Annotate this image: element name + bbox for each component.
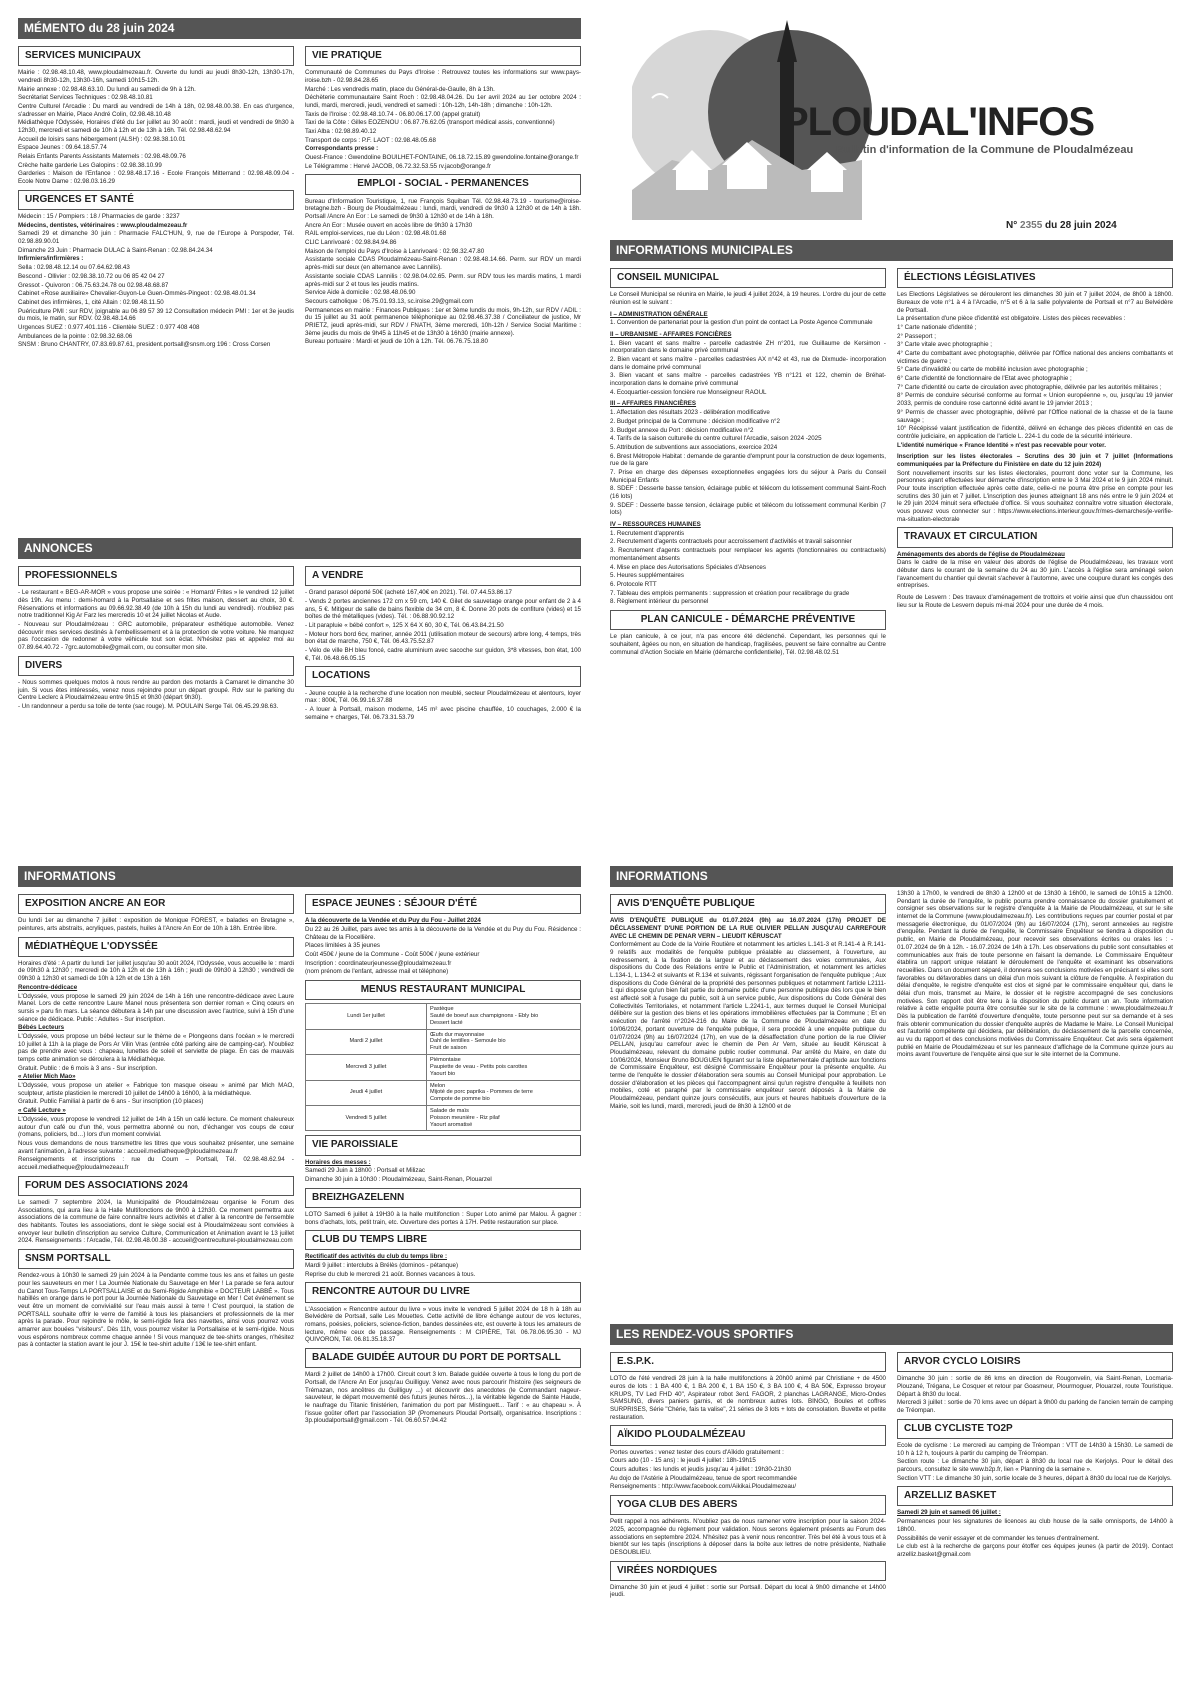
sports-title: LES RENDEZ-VOUS SPORTIFS [610,1324,1173,1345]
menus-title: MENUS RESTAURANT MUNICIPAL [305,980,581,1000]
menu-row: Jeudi 4 juillet Melon Mijoté de porc paprika - Pommes de terre Compote de pomme bio [306,1080,581,1105]
forum-title: FORUM DES ASSOCIATIONS 2024 [18,1176,294,1196]
arvor-title: ARVOR CYCLO LOISIRS [897,1352,1173,1372]
logo-text: PLOUDAL'INFOS [782,100,1095,144]
sports-right-col [897,1348,1173,1676]
urgences-list: Médecin : 15 / Pompiers : 18 / Pharmacies de garde : 3237 Médecins, dentistes, vétérinaires : www.ploudalmezeau.fr Samedi 29 et dimanche 30 juin : Pharmacie FALC'HUN, 9, rue de l'Europe à Porspoder, Tél. 02.98.89.90.01 Dimanche 23 Juin : Pharmacie DULAC à Saint-Renan : 02.98.84.24.34 Infirmiers/infirmières : Sella : 02.98.48.12.14 ou 07.64.62.98.43 Bescond - Ollivier : 02.98.38.10.72 ou 06 85 42 04 27 Gressot - Quivoron : 06.75.63.24.78 ou 02.98.48.68.87 Cabinet «Rose auxiliaire» Chevalier-Guyon-Le Guen-Ommès-Pingeot : 02.98.48.01.34 Cabinet des infirmières, 1, cité Allain : 02.98.48.11.50 Puériculture PMI : sur RDV, joignable au 06 89 57 39 12 Consultation médecin PMI : 1er et 3e jeudis du mois, le matin, sur RDV. 02.98.48.14.66 Urgences SUEZ : 0.977.401.116 - Clientèle SUEZ : 0.977 408 408 Ambulances de la pointe : 02.98.32.68.06 SNSM : Bruno CHANTRY, 07.83.69.87.61, president.portsall@snsm.org 196 : Cross Corsen [18,213,294,349]
expo-text: Du lundi 1er au dimanche 7 juillet : exposition de Monique FOREST, « balades en Bretagne », peintures, arts abstraits, acryliques, pastels, huiles à l'Ancre An Eor de 10h à 18h. Entrée libre. [18,917,294,932]
emploi-list: Bureau d'Information Touristique, 1, rue François Squiban Tél. 02.98.48.73.19 - tourisme@iroise-bretagne.bzh - Bourg de Ploudalmézeau : lundi, mardi, vendredi de 9h30 à 12h30 et de 14h à 18h. Portsall /Ancre An Eor : Le samedi de 9h30 à 12h30 et de 14h à 18h. Ancre An Eor : Musée ouvert en accès libre de 9h30 à 17h30 RAIL emploi-services, rue du Léon : 02.98.48.01.68 CLIC Lanrivoaré : 02.98.84.94.86 Maison de l'emploi du Pays d'Iroise à Lanrivoaré : 02.98.32.47.80 Assistante sociale CDAS Ploudalmézeau-Saint-Renan : 02.98.48.14.66. Perm. sur RDV un mardi après-midi sur deux (en alternance avec Lannilis). Assistante sociale CDAS Lannilis : 02.98.04.02.65. Perm. sur RDV tous les mardis matins, 1 mardi après-midi sur 2 et tous les jeudis matins. Service Aide à domicile : 02.98.48.06.90 Secours catholique : 06.75.01.93.13, sc.iroise.29@gmail.com Permanences en mairie : Finances Publiques : 1er et 3ème lundis du mois, 9h-12h, sur RDV / ADIL : du 15 juillet au 31 août permanence téléphonique au 02.98.46.37.38 / Conciliateur de justice, Mr PRIETZ, jeudi après-midi, sur RDV / FNATH, 3ème mercredi, 10h-12h / Service Social Maritime : 3ème jeudis du mois de 9h45 à 11h45 et de 13h30 à 16h30 (mairie annexe). Bureau portuaire : Mardi et jeudi de 10h à 12h. Tél. 06.76.75.18.80 [305,197,581,346]
conseil-title: CONSEIL MUNICIPAL [610,268,886,288]
arzelliz-title: ARZELLIZ BASKET [897,1486,1173,1506]
pro-list: - Le restaurant « BEG-AR-MOR » vous propose une soirée : « Homard/ Frites » le vendredi 12 juillet dès 19h. Au menu : demi-homard à la Portsallaise et ses frites maison, dessert au choix, 30 €. Réservations et informations au 09.66.92.38.49 (de 10h à 15h du lundi au vendredi). n'oubliez pas notre traditionnel Kig Ar Farz les mercredis 10 et 24 juillet Nicolas et Aude. - Nouveau sur Ploudalmézeau : GRC automobile, préparateur esthétique automobile. Venez découvrir mes services destinés à l'embellissement et à la protection de votre voiture. Ne manquez pas l'occasion de redonner à votre véhicule tout son éclat. N'hésitez pas et appelez moi au 07.89.64.40.72 - 7grc.automobile@gmail.com, ou consulter mon site. [18,589,294,651]
club-title: CLUB DU TEMPS LIBRE [305,1230,581,1250]
services-list: Mairie : 02.98.48.10.48, www.ploudalmezeau.fr. Ouverte du lundi au jeudi 8h30-12h, 13h30-17h, vendredi 8h30-12h, 13h30-16h, samedi 10h15-12h. Mairie annexe : 02.98.48.63.10. Du lundi au samedi de 9h à 12h. Secrétariat Services Techniques : 02.98.48.10.81 Centre Culturel l'Arcadie : Du mardi au vendredi de 14h à 18h, 02.98.48.00.38. En cas d'urgence, s'adresser en Mairie, Place André Colin, 02.98.48.10.48 Médiathèque l'Odyssée, Horaires d'été du 1er juillet au 30 août : mardi, jeudi et vendredi de 9h30 à 12h30, mercredi et samedi de 10h à 12h et de 13h à 16h. Tél. 02.98.48.62.94 Accueil de loisirs sans hébergement (ALSH) : 02.98.38.10.01 Espace Jeunes : 09.64.18.57.74 Relais Enfants Parents Assistants Maternels : 02.98.48.09.76 Crèche halte garderie Les Galopins : 02.98.38.10.99 Garderies : Maison de l'Enfance : 02.98.48.17.16 - Ecole François Mitterrand : 02.98.48.09.04 - Ecole Notre Dame : 02.98.03.16.29 [18,69,294,186]
infomun-title: INFORMATIONS MUNICIPALES [610,240,1173,261]
conseil-body: Le Conseil Municipal se réunira en Mairie, le jeudi 4 juillet 2024, à 19 heures. L'ordre du jour de cette réunion est le suivant : I – ADMINISTRATION GÉNÉRALE 1. Convention de partenariat pour la gestion d'un point de contact La Poste Agence Communale II – URBANISME - AFFAIRES FONCIÈRES 1. Bien vacant et sans maître - parcelle cadastrée ZH n°201, rue Guillaume de Kersimon - incorporation dans le domaine privé communal 2. Bien vacant et sans maître - parcelles cadastrées AX n°42 et 43, rue de Dixmude- incorporation dans le domaine privé communal 3. Bien vacant et sans maître - parcelles cadastrées YB n°121 et 122, chemin de Bréhat- incorporation dans le domaine privé communal 4. Ecoquartier-cession foncière rue Monseigneur RAOUL III – AFFAIRES FINANCIÈRES 1. Affectation des résultats 2023 - délibération modificative 2. Budget principal de la Commune : décision modificative n°2 3. Budget annexe du Port : décision modificative n°2 4. Tarifs de la saison culturelle du centre culturel l'Arcadie, saison 2024 -2025 5. Attribution de subventions aux associations, exercice 2024 6. Brest Métropole Habitat : demande de garantie d'emprunt pour la construction de deux logements, rue de la gare 7. Prise en charge des dépenses exceptionnelles engagées lors du séjour à Paris du Conseil Municipal Enfants 8. SDEF : Desserte basse tension, éclairage public et télécom du lotissement communal Saint-Roch (16 lots) 9. SDEF : Desserte basse tension, éclairage public et télécom du lotissement communal Keribin (7 lots) IV – RESSOURCES HUMAINES 1. Recrutement d'apprentis 2. Recrutement d'agents contractuels pour accroissement d'activités et travail saisonnier 3. Recrutement d'agents contractuels pour remplacer les agents (fonctionnaires ou contractuels) momentanément absents 4. Mise en place des Autorisations Spéciales d'Absences 5. Heures supplémentaires 6. Protocole RTT 7. Tableau des emplois permanents : suppression et création pour recalibrage du grade 8. Règlement intérieur du personnel [610,291,886,606]
virees-title: VIRÉES NORDIQUES [610,1561,886,1581]
elections-title: ÉLECTIONS LÉGISLATIVES [897,268,1173,288]
avis-body: AVIS D'ENQUÊTE PUBLIQUE du 01.07.2024 (9h) au 16.07.2024 (17h) PROJET DE DÉCLASSEMENT D'UNE PORTION DE LA RUE OLIVIER PELLAN JUSQU'AU CARREFOUR AVEC LE CHEMIN DE PENAR VERN – LIEUDIT KÉRUSCAT Conformément au Code de la Voirie Routière et notamment les articles L.141-3 et R.141-4 à R.141-9 relatifs aux modalités de l'enquête publique préalable au classement, à l'ouverture, au redressement, à la fixation de la largeur et au déclassement des voies communales, Aux dispositions du Code des Relations entre le Public et l'Administration, et notamment les articles L.134-1, L.134-2 et suivants et R.134 et suivants, régissant l'organisation de l'enquête publique ; Aux dispositions du Code Général de la propriété des personnes publiques et notamment l'article L2111-1 qui dispose qu'un bien fait partie du domaine public d'une personne publique dès lors que le bien est affecté soit à l'usage du public, soit à un service public, Aux dispositions du Code Général des Collectivités Territoriales, et notamment l'article L.2241-1, aux termes duquel le Conseil Municipal délibère sur la gestion des biens et les opérations immobilières effectuées par la Commune ; Et en exécution de l'arrêté n°2024-216 du Maire de la Commune de Ploudalmézeau en date du 10/06/2024, portant ouverture de l'enquête publique, il sera procédé à une enquête publique du 01/07/2024 (9h) au 16/07/2024 (17h), en vue de la désaffectation d'une portion de la rue Olivier PELLAN, jusqu'au carrefour avec le chemin de Pen Ar Vern, située au lieudit Kéruscat à Ploudalmézeau, relevant du domaine public routier communal. Par arrêté du Maire, en date du 10/06/2024, Monsieur Bruno BOUGUEN figurant sur la liste départementale d'aptitude aux fonctions de Commissaire Enquêteur, est désigné Commissaire Enquêteur pour la présente enquête. Au terme de l'enquête le dossier d'élaboration sera soumis au Conseil Municipal pour approbation. Le dossier d'élaboration et les pièces qui l'accompagnent ainsi qu'un registre d'enquête à feuillets non mobiles, coté et paraphé par le commissaire enquêteur seront déposés à la Mairie de Ploudalmézeau, pendant quinze jours consécutifs, aux jours et heures habituels d'ouverture de la Mairie, soit les lundi, mardi, mercredi, jeudi de 8h30 à 12h00 et de [610,917,886,1110]
vie-list: Communauté de Communes du Pays d'Iroise : Retrouvez toutes les informations sur www.pays-iroise.bzh - 02.98.84.28.65 Marché : Les vendredis matin, place du Général-de-Gaulle, 8h à 13h. Déchèterie communautaire Saint Roch : 02.98.48.04.26. Du 1er avril 2024 au 1er octobre 2024 : lundi, mardi, mercredi, jeudi, vendredi et samedi : 10h-12h, 14h-18h ; dimanche : 10h-12h. Taxis de l'Iroise : 02.98.48.10.74 - 06.80.06.17.00 (appel gratuit) Taxi de la Côte : Gilles EOZENOU : 06.87.76.62.05 (transport médical assis, conventionné) Taxi Alba : 02.98.89.40.12 Transport de corps : P.F. LAOT : 02.98.48.05.68 Correspondants presse : Ouest-France : Gwendoline BOUILHET-FONTAINE, 06.18.72.15.89 gwendoline.fontaine@orange.fr Le Télégramme : Hervé JACOB, 06.72.32.53.55 rv.jacob@orange.fr [305,69,581,170]
annonces-left-col [18,562,294,828]
services-title: SERVICES MUNICIPAUX [18,46,294,66]
informations-right-col [305,890,581,1676]
issue-number: N° 2355 du 28 juin 2024 [1006,220,1117,231]
locations-list: - Jeune couple à la recherche d'une location non meublé, secteur Ploudalmézeau et alentours, loyer max : 800€, Tél. 06.99.16.37.88 - A louer à Portsall, maison moderne, 145 m² avec piscine chauffée, 10 couchages, 2.000 € la semaine + charges, Tél. 06.73.31.53.79 [305,689,581,721]
yoga-text: Petit rappel à nos adhérents. N'oubliez pas de nous ramener votre inscription pour la saison 2024-2025, accompagnée du règlement pour validation. Nous serons également présents au Forum des associations en septembre 2024. N'hésitez pas à venir nous rencontrer. Très bel été à vous tous et à bientôt sur les tapis (inscriptions à déposer dans la boîte aux lettres de notre présidente, Nathalie DESOUBLIEU. [610,1518,886,1556]
club-body: Rectificatif des activités du club du temps libre : Mardi 9 juillet : interclubs à Brélès (dominos - pétanque) Reprise du club le mercredi 21 août. Bonnes vacances à tous. [305,1253,476,1278]
menu-row: Mardi 2 juillet Œufs dur mayonnaise Dahl de lentilles - Semoule bio Fruit de saison [306,1029,581,1054]
espk-text: LOTO de l'été vendredi 28 juin à la halle multifonctions à 20h00 animé par Christiane + de 4500 euros de lots : 1 BA 400 €, 1 BA 200 €, 1 BA 150 €, 3 BA 100 €, 4 BA 50€, Expresso broyeur KRUPS, TV Led FHD 40", Aspirateur robot 3en1 FAGOR, 2 planchas LAGRANGE, Micro-Ondes SAMSUNG, divers paniers garnis, et de nombreux autres lots. BINGO, Boules et coffres SURPRISES, Série "Chérie, fais ta valise", 21 séries de 3 lots + lots de consolation. Buvette et petite restauration. [610,1375,886,1421]
informations-title: INFORMATIONS [18,866,581,887]
yoga-title: YOGA CLUB DES ABERS [610,1495,886,1515]
mediatheque-title: MÉDIATHÈQUE L'ODYSSÉE [18,937,294,957]
virees-text: Dimanche 30 juin et jeudi 4 juillet : sortie sur Portsall. Départ du local à 9h00 dimanche et 14h00 jeudi. [610,1583,886,1599]
memento-right-col [305,42,581,538]
menu-row: Lundi 1er juillet Pastèque Sauté de boeuf aux champignons - Ebly bio Dessert lacté [306,1004,581,1029]
locations-title: LOCATIONS [305,666,581,686]
urgences-title: URGENCES ET SANTÉ [18,190,294,210]
to2p-title: CLUB CYCLISTE TO2P [897,1419,1173,1439]
snsm-title: SNSM PORTSALL [18,1249,294,1269]
infomun-right-col [897,264,1173,830]
emploi-title: EMPLOI - SOCIAL - PERMANENCES [305,174,581,194]
canicule-text: Le plan canicule, à ce jour, n'a pas encore été déclenché. Cependant, les personnes qui le souhaitent, âgées ou non, en situation de handicap, fragilisées, peuvent se faire connaître au Centre communal d'Action Sociale en Mairie (démarche confidentielle), Tél. 02.98.48.02.51 [610,633,886,656]
mediatheque-body: Horaires d'été : A partir du lundi 1er juillet jusqu'au 30 août 2024, l'Odyssée, vous accueille le : mardi de 09h30 à 12h30 ; mercredi de 10h à 12h et de 13h à 16h ; jeudi de 09h30 à 12h30 ; vendredi de 09h30 à 12h30 et samedi de 10h à 12h et de 13h à 16h Rencontre-dédicace L'Odyssée, vous propose le samedi 29 juin 2024 de 14h à 16h une rencontre-dédicace avec Laure Manel. Lors de cette rencontre Laure Manel nous présentera son dernier roman « Cinq cœurs en sursis » paru fin mars. La séance débutera à 14h par une discussion avec l'autrice, suivi à 15h d'une séance de dédicace. Public : Adultes - Sur inscription. Bébés Lecteurs L'Odyssée, vous propose un bébé lecteur sur le thème de « Plongeons dans l'océan » le mercredi 10 juillet à 11h à la plage de Pors Ar Vilin Vras (entrée côté parking aire de camping-car). N'oubliez pas de prendre avec vous : chapeau, lunettes de soleil et serviette de plage. En cas de mauvais temps cette animation se déroulera à la Médiathèque. Gratuit. Public : de 6 mois à 3 ans - Sur inscription. « Atelier Mich Mao» L'Odyssée, vous propose un atelier « Fabrique ton masque oiseau » animé par Mich MAO, sculpteur, artiste plasticien le mercredi 10 juillet de 14h00 à 16h00, à la médiathèque. Gratuit. Public Familial à partir de 6 ans - Sur inscription (10 places) « Café Lecture » L'Odyssée, vous propose le vendredi 12 juillet de 14h à 15h un café lecture. Ce moment chaleureux autour d'un café ou d'un thé, vous permettra abonné ou non, d'échanger vos coups de cœur (romans, policiers, bd…) lors d'un moment convivial. Nous vous demandons de nous transmettre les titres que vous souhaitez présenter, une semaine avant l'animation, à l'adresse suivante : accueil.mediatheque@ploudalmezeau.fr Renseignements et inscriptions : rue du Coum – Portsall, Tél. 02.98.48.62.94 - accueil.mediatheque@ploudalmezeau.fr [18,959,294,1171]
infomun-left-col [610,264,886,830]
logo-tagline: Bulletin d'information de la Commune de Ploudalmézeau [836,144,1134,156]
avis-body-2: 13h30 à 17h00, le vendredi de 8h30 à 12h00 et de 13h30 à 16h00, le samedi de 10h15 à 12h00. Pendant la durée de l'enquête, le public pourra prendre connaissance du dossier gratuitement et consigner ses observations sur le registre d'enquête à la Mairie de Ploudalmézeau, et sur le site internet de la Commune (www.ploudalmezeau.fr). Les contributions reçues par courrier postal et par messagerie électronique, du 01/07/2024 (9h) au 16/07/2024 (17h), seront annexées au registre d'enquête. Pendant la durée de l'enquête, le Commissaire Enquêteur se tiendra à disposition du public, en Mairie de Ploudalmézeau, pour recevoir ses observations écrites ou orales les : - 01.07.2024 de 9h à 12h. - 16.07.2024 de 14h à 17h. Les observations du public sont consultables et communicables aux frais de toute personne en faisant la demande. Le Commissaire Enquêteur établira un rapport unique relatant le déroulement de l'enquête et examinant les observations recueillies. Dans un document séparé, il donnera ses conclusions motivées en précisant si elles sont favorables ou défavorables dans un délai d'un mois suivant la clôture de l'enquête. À l'expiration du délai d'enquête, le registre d'enquête est clos et signé par le commissaire enquêteur qui, dans le délai d'un mois, transmet au Maire, le dossier et le registre accompagné de ses conclusions motivées. Son rapport doit être tenu à la disposition du public durant un an. Toute information relative à cette enquête pourra être consultée sur le site de la commune : www.ploudalmezeau.fr Dès la publication de l'arrêté d'ouverture d'enquête, toute personne peut sur sa demande et à ses frais obtenir communication du dossier d'enquête auprès de Madame le Maire. Le Conseil Municipal est l'autorité compétente qui décidera, par délibération, du déclassement de la parcelle concernée, au vu du rapport et des conclusions motivées du Commissaire Enquêteur. Cet avis sera également publié en Mairie de Ploudalmézeau et sur les panneaux d'affichage de la Commune quinze jours au moins avant l'ouverture de l'enquête ainsi que sur le site internet de la Commune. [897,890,1173,1059]
sports-left-col [610,1348,886,1676]
balade-title: BALADE GUIDÉE AUTOUR DU PORT DE PORTSALL [305,1348,581,1368]
avis-col-left [610,890,886,1320]
annonces-right-col [305,562,581,828]
espace-body: A la découverte de la Vendée et du Puy du Fou - Juillet 2024 Du 22 au 26 Juillet, pars avec tes amis à la découverte de la Vendée et du Puy du Fou. Résidence : Château de la Flocellière. Places limitées à 35 jeunes Coût 450€ / jeune de la Commune - Coût 500€ / jeune extérieur Inscription : coordinateurjeunesse@ploudalmezeau.fr (nom prénom de l'enfant, adresse mail et téléphone) [305,917,581,976]
breizh-title: BREIZHGAZELENN [305,1188,581,1208]
arzelliz-body: Samedi 29 juin et samedi 06 juillet : Permanences pour les signatures de licences au club house de la salle omnisports, de 14h00 à 18h00. Possibilités de venir essayer et de commander les tenues d'entraînement. Le club est à la recherche de garçons pour étoffer ces équipes jeunes (à partir de 2019). Contact arzelliz.basket@gmail.com [897,1509,1173,1558]
memento-title: MÉMENTO du 28 juin 2024 [18,18,581,39]
breizh-text: LOTO Samedi 6 juillet à 19H30 à la halle multifonction : Super Loto animé par Malou. À gagner : bons d'achats, lots, petit train, etc. Ouverture des portes à 17H. Petite restauration sur place. [305,1210,581,1226]
menu-row: Vendredi 5 juillet Salade de maïs Poisson meunière - Riz pilaf Yaourt aromatisé [306,1105,581,1130]
canicule-title: PLAN CANICULE - DÉMARCHE PRÉVENTIVE [610,610,886,630]
menu-table [305,1003,581,1131]
menu-row: Mercredi 3 juillet Piémontaise Paupiette de veau - Petits pois carottes Yaourt bio [306,1055,581,1080]
infomun-section [610,240,1173,830]
memento-left-col [18,42,294,538]
pro-title: PROFESSIONNELS [18,566,294,586]
elections-body: Les Elections Législatives se dérouleront les dimanches 30 juin et 7 juillet 2024, de 8h00 à 18h00. Bureaux de vote n°1 à 4 à l'Arcadie, n°5 et 6 à la salle polyvalente de Portsall et n°7 au Belvédère de Portsall. La présentation d'une pièce d'identité est obligatoire. Listes des pièces recevables : 1° Carte nationale d'identité ; 2° Passeport ; 3° Carte vitale avec photographie ; 4° Carte du combattant avec photographie, délivrée par l'Office national des anciens combattants et victimes de guerre ; 5° Carte d'invalidité ou carte de mobilité inclusion avec photographie ; 6° Carte d'identité de fonctionnaire de l'Etat avec photographie ; 7° Carte d'identité ou carte de circulation avec photographie, délivrée par les autorités militaires ; 8° Permis de conduire sécurisé conforme au format « Union européenne », ou, jusqu'au 19 janvier 2033, permis de conduire rose cartonné édité avant le 19 janvier 2013 ; 9° Permis de chasser avec photographie, délivré par l'Office national de la chasse et de la faune sauvage ; 10° Récépissé valant justification de l'identité, délivré en échange des pièces d'identité en cas de contrôle judiciaire, en application de l'article L. 224-1 du code de la sécurité intérieure. L'identité numérique « France Identité » n'est pas recevable pour voter. Inscription sur les listes électorales – Scrutins des 30 juin et 7 juillet (Informations communiquées par la Préfecture du Finistère en date du 12 juin 2024) Sont nouvellement inscrits sur les listes électorales, pourront donc voter sur la Commune, les personnes ayant effectuées leur démarche d'inscription entre le 3 Mai 2024 et le 9 juin 2024 minuit. Pour toute inscription effectuée après cette date, celle-ci ne pourra être prise en compte pour les scrutins des 30 juin et 7 juillet. L'inscription des jeunes atteignant 18 ans nés entre le 9 juin 2024 et le 29 juin 2024 minuit sera effectuée d'office. Si vous souhaitez connaître votre situation électorale, vous pouvez vous connecter sur : https://www.elections.interieur.gouv.fr/mes-demarches/je-verifie-ma-situation-electorale [897,291,1173,523]
forum-text: Le samedi 7 septembre 2024, la Municipalité de Ploudalmézeau organise le Forum des Associations, qui aura lieu à la Halle Multifonctions de 9h00 à 12h30. Ce moment permettra aux associations de la commune de faire connaître leurs activités et d'aller à la rencontre de l'ensemble des habitants. Toutes les associations, dont le siège social est à Ploudalmézeau sont conviées à envoyer leur bulletin d'inscription au service Culture, Communication et Animation avant le 13 juillet 2024. Renseignements : l'Arcadie, Tél. 02.98.48.00.38 - accueil@centreculturel-ploudalmezeau.com [18,1198,294,1245]
balade-text: Mardi 2 juillet de 14h00 à 17h00. Circuit court 3 km. Balade guidée ouverte à tous le long du port de Portsall, de l'Ancre An Eor jusqu'au Guilliguy. Venez avec nous parcourir l'histoire (les seigneurs de Trémazan, nos ancêtres du Guilliguy ...) et découvrir des anecdotes (le Commandant nageur-sauveteur, le départ mouvementé des futurs jeunes héros...), la véritable légende de Sainte Haude, le naufrage du Titanic finistérien, l'animation du port par Mistinguett... Tarif : « au chapeau ». À l'issue goûter offert par l'association 3P (Promeneurs Ploudal Portsall), organisatrice. Inscriptions : 3p.ploudalportsall@gmail.com - Tél. 06.60.57.94.42 [305,1371,581,1425]
sports-section [610,1324,1173,1676]
aikido-title: AÏKIDO PLOUDALMÉZEAU [610,1425,886,1445]
avis-col-right [897,890,1173,1320]
avis-title: AVIS D'ENQUÊTE PUBLIQUE [610,894,886,914]
arvor-body: Dimanche 30 juin : sortie de 86 kms en direction de Rougonvelin, via Saint-Renan, Locmaria-Plouzané, Trégana, Le Cosquer et retour par Goasmeur, Plourmoguer, Plouarzel, route Touristique. Départ à 8h30 du local. Mercredi 3 juillet : sortie de 70 kms avec un départ à 9h00 du parking de l'ancien terrain de camping de Tréompan. [897,1375,1173,1414]
aikido-body: Portes ouvertes : venez tester des cours d'Aïkido gratuitement : Cours ado (10 - 15 ans) : le jeudi 4 juillet : 18h-19h15 Cours adultes : les lundis et jeudis jusqu'au 4 juillet : 19h30-21h30 Au dojo de l'Astérie à Ploudalmézeau, tenue de sport recommandée Renseignements : http://www.facebook.com/Aikikai.Ploudalmezeau/ [610,1448,797,1491]
informations2-title: INFORMATIONS [610,866,1173,887]
annonces-section [18,538,581,828]
annonces-title: ANNONCES [18,538,581,559]
divers-title: DIVERS [18,656,294,676]
ploudal-infos-logo [632,20,1184,250]
vendre-title: A VENDRE [305,566,581,586]
memento-section [18,18,581,538]
travaux-title: TRAVAUX ET CIRCULATION [897,527,1173,547]
snsm-text: Rendez-vous à 10h30 le samedi 29 juin 2024 à la Pendante comme tous les ans et faites un geste pour les sauveteurs en mer ! La Journée Nationale du Sauvetage en Mer ! La parade se fera autour du Canot Tous-Temps LA PORTSALLAISE et du Semi-Rigide Amphibie « DOCTEUR LABBÉ ». Tous habillés en orange dans le port pour la Journée Nationale du Sauvetage en Mer ! Cet événement se veut être un moment de convivialité sur l'eau mais aussi à terre ! C'est pourquoi, la station de PORTSALL souhaite offrir le verre de l'amitié à tous les plaisanciers et professionnels de la mer après la parade. Pour rejoindre le môle, le semi-rigide fera des navettes, ainsi vous pourrez vous amarrer aux bouées "visiteurs". Dès 11h, vous pourrez visiter la Portsallaise et le semi-rigide. Nous vous espérons nombreux comme chaque année ! Si vous manquez de tee-shirts oranges, n'hésitez pas à contacter la station avant le jour J. 15€ le tee-shirt adulte / 13€ le tee-shirt enfant. [18,1272,294,1349]
to2p-body: Ecole de cyclisme : Le mercredi au camping de Tréompan : VTT de 14h30 à 15h30. Le samedi de 10 h à 12 h, toujours à partir du camping de Tréompan. Section route : Le dimanche 30 juin, départ à 8h30 du local rue de Kerjolys. Pour le détail des parcours, consultez le site www.b2p.fr, lien « Planning de la semaine ». Section VTT : Le dimanche 30 juin, sortie locale de 3 heures, départ à 8h30 du local rue de Kerjolys. [897,1441,1173,1482]
espk-title: E.S.P.K. [610,1352,886,1372]
espace-title: ESPACE JEUNES : SÉJOUR D'ÉTÉ [305,894,581,914]
travaux-body: Aménagements des abords de l'église de Ploudalmézeau Dans le cadre de la mise en valeur des abords de l'église de Ploudalmézeau, les travaux vont débuter dans le courant de la semaine du 24 au 30 juin. L'accès à l'église sera aménagé selon l'avancement du chantier qui devrait s'achever à l'automne, avec une coupure durant les congés des entreprises. Route de Lesvern : Des travaux d'aménagement de trottoirs et voirie ainsi que d'un chaussidou ont lieu sur la Route de Lesvern depuis mi-mai 2024 pour une durée de 4 mois. [897,550,1173,609]
livre-text: L'Association « Rencontre autour du livre » vous invite le vendredi 5 juillet 2024 de 18 h à 18h au Belvédère de Portsall, salle Les Mouettes. Cette activité de libre échange autour de vos lectures, romans, poésies, policiers, science-fiction, bandes dessinées etc, est ouverte à tous les amateurs de lecture, même ceux de passage. Renseignements : M CIPIÈRE, Tél. 06.78.06.95.30 - MJ QUIVORON, Tél. 06.81.35.18.37 [305,1305,581,1344]
divers-list: - Nous sommes quelques motos à nous rendre au pardon des motards à Camaret le dimanche 30 juin. Si vous êtes intéressés, venez nous rejoindre pour un départ groupé. Rdv sur le parking du Centre Leclerc à Ploudalmézeau entre 9h15 et 9h30 (départ 9h30). - Un randonneur a perdu sa toile de tente (sac rouge). M. POULAIN Serge Tél. 06.45.29.98.63. [18,678,294,710]
vendre-list: - Grand parasol déporté 50€ (acheté 167,40€ en 2021). Tél. 07.44.53.86.17 - Vends 2 portes anciennes 172 cm x 59 cm, 140 €. Gilet de sauvetage orange pour enfant de 2 à 4 ans, 5 €. Mitigeur de salle de bains flexible de 34 cm, 8 €. Donne 20 pots de confiture (vides) et 15 boîtes de thé métalliques (vides). Tél. : 06.88.90.92.12 - Lit parapluie « bébé confort », 125 X 64 X 60, 30 €, Tél. 06.43.84.21.50 - Moteur hors bord 6cv, mariner, année 2011 (utilisation moteur de secours) arbre long, 4 temps, très bon état de marche, 750 €, Tél. 06.43.75.52.87 - Vélo de ville BH bleu foncé, cadre aluminium avec sacoche sur guidon, 3*8 vitesses, bon état, 100 €, Tél. 06.48.66.05.15 [305,589,581,662]
paroisse-body: Horaires des messes : Samedi 29 Juin à 18h00 : Portsall et Milizac Dimanche 30 juin à 10h30 : Ploudalmézeau, Saint-Renan, Plouarzel [305,1158,492,1183]
expo-title: EXPOSITION ANCRE AN EOR [18,894,294,914]
vie-title: VIE PRATIQUE [305,46,581,66]
livre-title: RENCONTRE AUTOUR DU LIVRE [305,1282,581,1302]
informations-left-col [18,890,294,1676]
paroisse-title: VIE PAROISSIALE [305,1135,581,1155]
informations2-section [610,866,1173,1676]
informations-section [18,866,581,1676]
